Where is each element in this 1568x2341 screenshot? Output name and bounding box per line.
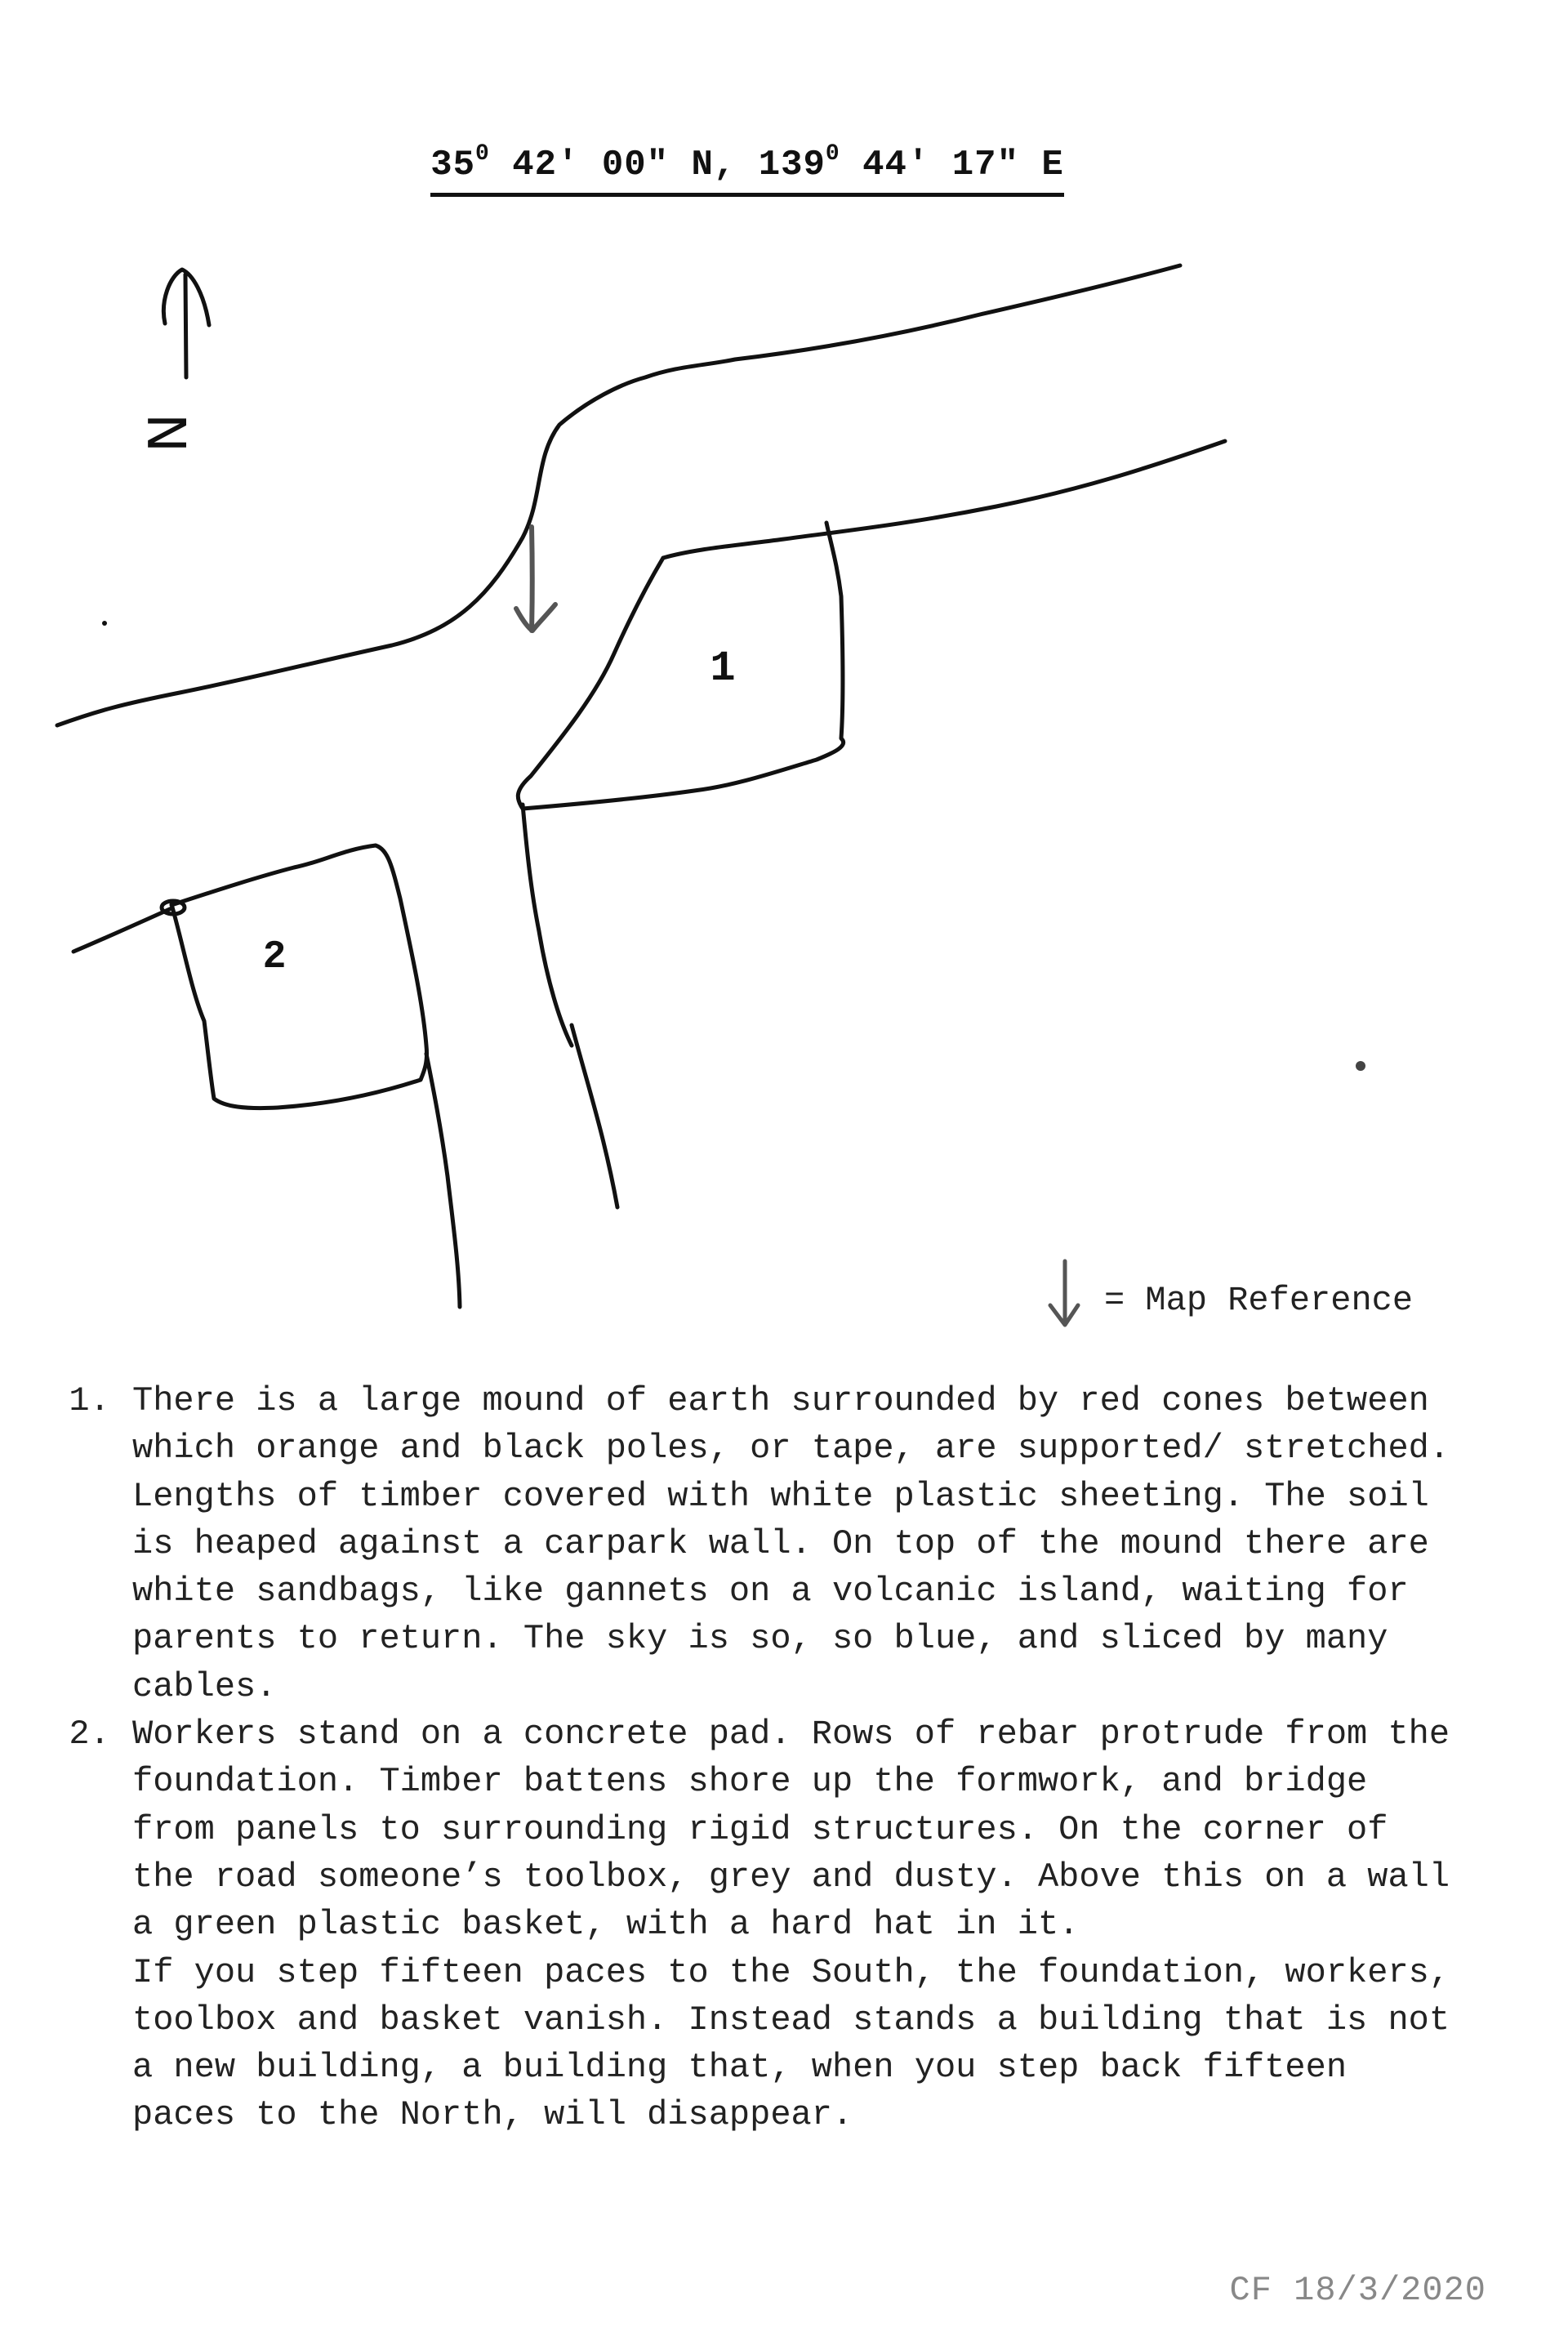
longitude-degree-mark: 0 xyxy=(825,141,840,167)
road-edge-west-lower xyxy=(426,1054,460,1307)
road-edge-east-lower xyxy=(572,1025,617,1207)
latitude-degree-mark: 0 xyxy=(475,141,490,167)
building-1-outline xyxy=(518,523,843,809)
note-1-paragraph: 1. There is a large mound of earth surrounded by red cones between which orange and black poles, or tape, are supported/ stretched. Lengths of timber covered with white plastic sheeting. The soil is heaped against a carpark wall. On top of the mound there are white sandbags, like gannets on a volcanic island, waiting for parents to return. The sky is so, so blue, and sliced by many cables. xyxy=(132,1381,1450,1706)
legend-arrow-icon xyxy=(1039,1258,1088,1331)
signature-date: CF 18/3/2020 xyxy=(1229,2271,1486,2310)
latitude-degrees: 35 xyxy=(430,145,476,185)
longitude-degrees: 139 xyxy=(758,145,826,185)
site-2-label: 2 xyxy=(262,935,287,979)
road-edge-southwest xyxy=(74,908,172,952)
road-edge-northwest xyxy=(57,265,1180,725)
road-edge-east xyxy=(523,805,572,1046)
note-2-paragraph-1: 2. Workers stand on a concrete pad. Rows of rebar protrude from the foundation. Timber battens shore up the formwork, and bridge from panels to surrounding rigid structures. On the corner of the road someone’s toolbox, grey and dusty. Above this on a wall a green plastic basket, with a hard hat in it. xyxy=(132,1715,1450,1945)
map-legend xyxy=(1039,1258,1414,1331)
site-1-label: 1 xyxy=(710,644,736,693)
latitude-minutes-seconds: 42′ 00″ N, xyxy=(489,145,759,185)
building-2-outline xyxy=(172,845,427,1108)
field-notes xyxy=(0,1377,1552,2139)
notes-list xyxy=(0,1377,1454,2139)
legend-label: = Map Reference xyxy=(1104,1281,1414,1320)
north-label: N xyxy=(139,413,199,453)
longitude-minutes-seconds: 44′ 17″ E xyxy=(840,145,1064,185)
note-item-2 xyxy=(131,1710,1454,2139)
map-dot-west xyxy=(102,621,107,626)
road-edge-northeast xyxy=(663,441,1225,558)
map-dot-east xyxy=(1356,1061,1365,1071)
note-2-paragraph-2: If you step fifteen paces to the South, the foundation, workers, toolbox and basket vanish. Instead stands a building that is not a new building, a building that, when you step back fifteen paces to the North, will disappear. xyxy=(132,1952,1450,2135)
note-item-1 xyxy=(131,1377,1454,1710)
north-arrow-icon xyxy=(163,270,209,377)
